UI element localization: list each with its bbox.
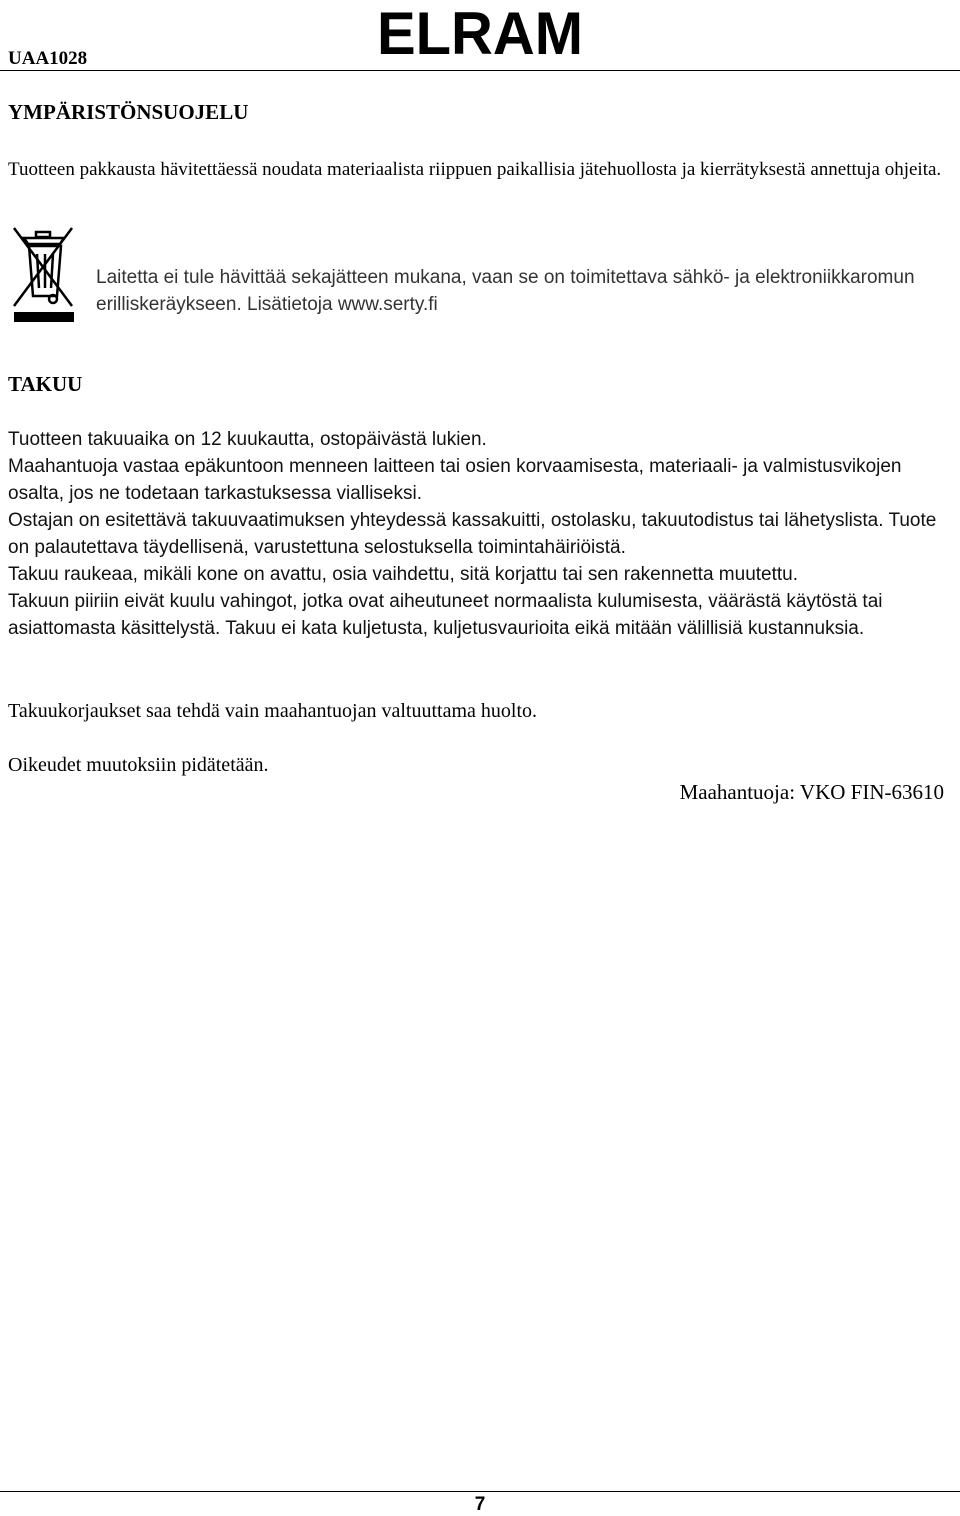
warranty-period: Tuotteen takuuaika on 12 kuukautta, ostopäivästä lukien.: [8, 429, 487, 450]
importer: Maahantuoja: VKO FIN-63610: [679, 780, 944, 804]
model-number: UAA1028: [8, 48, 88, 69]
warranty-heading: TAKUU: [8, 372, 83, 396]
logo-text: ELRAM: [377, 6, 583, 60]
warranty-proof-of-purchase: Ostajan on esitettävä takuuvaatimuksen yhteydessä kassakuitti, ostolasku, takuutodistus tai lähetyslista. Tuote on palautettava täydellisenä, varustettuna selostuksella toimintahäiriöistä.: [8, 510, 937, 558]
warranty-void-conditions: Takuu raukeaa, mikäli kone on avattu, osia vaihdettu, sitä korjattu tai sen rakennetta muutettu.: [8, 564, 799, 585]
elram-logo: [374, 6, 586, 60]
footer-divider: [0, 1491, 960, 1492]
packaging-instructions: Tuotteen pakkausta hävitettäessä noudata materiaalista riippuen paikallisia jätehuollosta ja kierrätyksestä annettuja ohjeita.: [8, 159, 942, 180]
warranty-replacement: Maahantuoja vastaa epäkuntoon menneen laitteen tai osien korvaamisesta, materiaali- ja valmistusvikojen osalta, jos ne todetaan tarkastuksessa vialliseksi.: [8, 456, 902, 504]
environment-heading: YMPÄRISTÖNSUOJELU: [8, 100, 249, 124]
weee-disposal-text: Laitetta ei tule hävittää sekajätteen mukana, vaan se on toimitettava sähkö- ja elektroniikkaromun erilliskeräykseen. Lisätietoja www.serty.fi: [96, 267, 915, 315]
warranty-repairs: Takuukorjaukset saa tehdä vain maahantuojan valtuuttama huolto.: [8, 700, 537, 722]
header-divider: [0, 70, 960, 71]
page-number: 7: [474, 1494, 486, 1515]
warranty-exclusions: Takuun piiriin eivät kuulu vahingot, jotka ovat aiheutuneet normaalista kulumisesta, väärästä käytöstä tai asiattomasta käsittelystä. Takuu ei kata kuljetusta, kuljetusvaurioita eikä mitään välillisiä kustannuksia.: [8, 591, 883, 639]
rights-reserved: Oikeudet muutoksiin pidätetään.: [8, 754, 269, 776]
crossed-out-wheelie-bin-icon: [10, 224, 76, 324]
